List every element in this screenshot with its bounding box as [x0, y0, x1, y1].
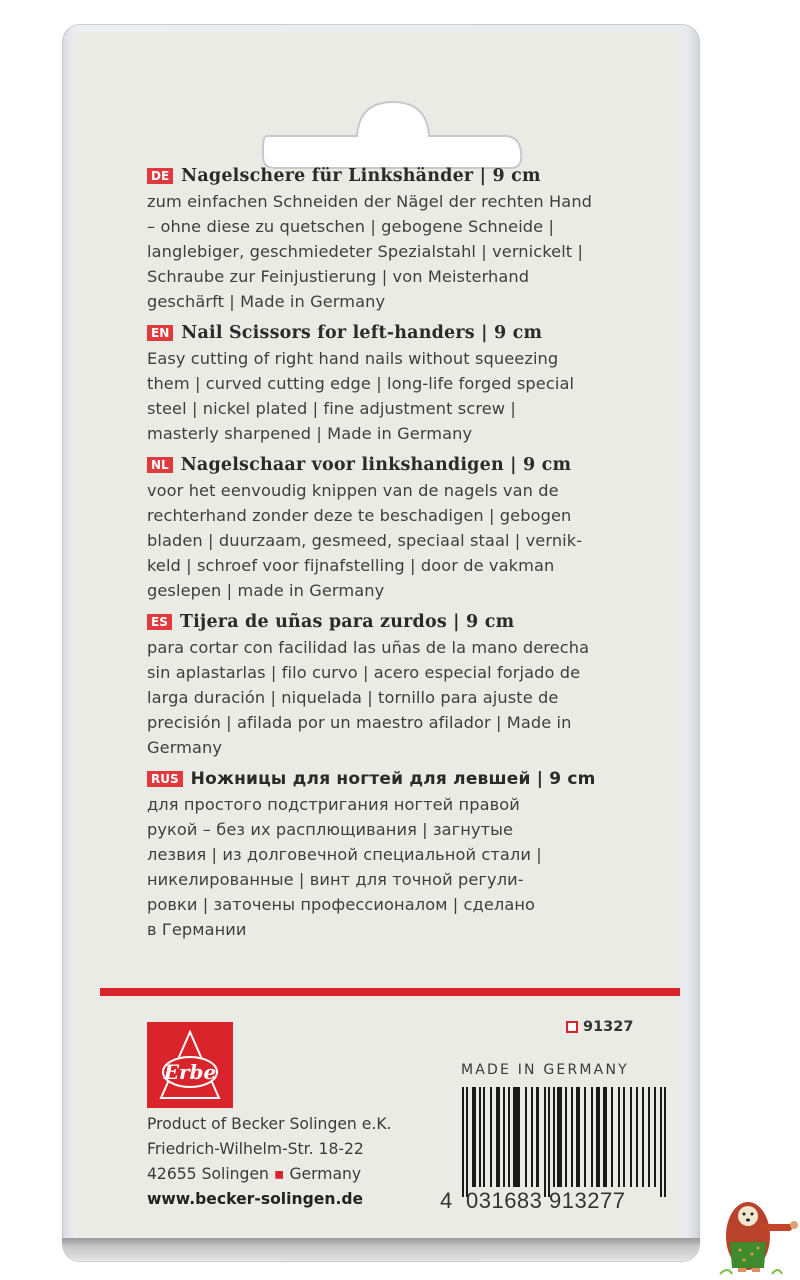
- company-info: [147, 1112, 392, 1212]
- bullet-icon: ▪: [273, 1165, 285, 1183]
- red-divider: [100, 988, 680, 996]
- section-es: [147, 609, 647, 760]
- section-title: DE Nagelschere für Linkshänder | 9 cm: [147, 163, 647, 189]
- blister-bottom-edge: [62, 1238, 700, 1260]
- erbe-triangle-icon: [147, 1022, 233, 1108]
- made-in-germany-label: MADE IN GERMANY: [461, 1062, 629, 1078]
- section-rus: [147, 766, 647, 942]
- section-nl: [147, 452, 647, 603]
- hedgehog-mascot-icon: [712, 1188, 800, 1276]
- section-title: RUS Ножницы для ногтей для левшей | 9 cm: [147, 766, 647, 792]
- company-street: Friedrich-Wilhelm-Str. 18-22: [147, 1140, 364, 1158]
- company-website: www.becker-solingen.de: [147, 1190, 364, 1208]
- language-badge-es: ES: [147, 614, 172, 630]
- section-body: voor het eenvoudig knippen van de nagels van de rechterhand zonder deze te beschadigen | gebogen bladen | duurzaam, gesmeed, speciaal staal | vernik- keld | schroef voor fijnafstelling | door de vakman geslepen | made in Germany: [147, 481, 583, 600]
- product-descriptions: [147, 163, 647, 948]
- section-title: EN Nail Scissors for left-handers | 9 cm: [147, 320, 647, 346]
- square-icon: [566, 1021, 578, 1033]
- article-number: 91327: [566, 1019, 633, 1035]
- section-de: [147, 163, 647, 314]
- erbe-logo: [147, 1022, 233, 1108]
- language-badge-rus: RUS: [147, 771, 183, 787]
- section-body: Easy cutting of right hand nails without squeezing them | curved cutting edge | long-life forged special steel | nickel plated | fine adjustment screw | masterly sharpened | Made in Germany: [147, 349, 575, 443]
- section-body: для простого подстригания ногтей правой рукой – без их расплющивания | загнутые лезвия | из долговечной специальной стали | никелированные | винт для точной регули- ровки | заточены профессионалом | сделано в Германии: [147, 795, 542, 939]
- section-body: zum einfachen Schneiden der Nägel der rechten Hand – ohne diese zu quetschen | gebogene Schneide | langlebiger, geschmiedeter Spezialstahl | vernickelt | Schraube zur Feinjustierung | von Meisterhand geschärft | Made in Germany: [147, 192, 593, 311]
- section-en: [147, 320, 647, 446]
- language-badge-nl: NL: [147, 457, 173, 473]
- section-title: NL Nagelschaar voor linkshandigen | 9 cm: [147, 452, 647, 478]
- language-badge-de: DE: [147, 168, 173, 184]
- svg-text:Erbe: Erbe: [163, 1060, 217, 1084]
- section-title: ES Tijera de uñas para zurdos | 9 cm: [147, 609, 647, 635]
- language-badge-en: EN: [147, 325, 173, 341]
- section-body: para cortar con facilidad las uñas de la mano derecha sin aplastarlas | filo curvo | acero especial forjado de larga duración | niquelada | tornillo para ajuste de precisión | afilada por un maestro afilador | Made in Germany: [147, 638, 590, 757]
- barcode-icon: [460, 1087, 672, 1197]
- company-name: Product of Becker Solingen e.K.: [147, 1115, 392, 1133]
- ean-number: 4 031683 913277: [440, 1188, 626, 1213]
- company-city: 42655 Solingen ▪ Germany: [147, 1165, 362, 1183]
